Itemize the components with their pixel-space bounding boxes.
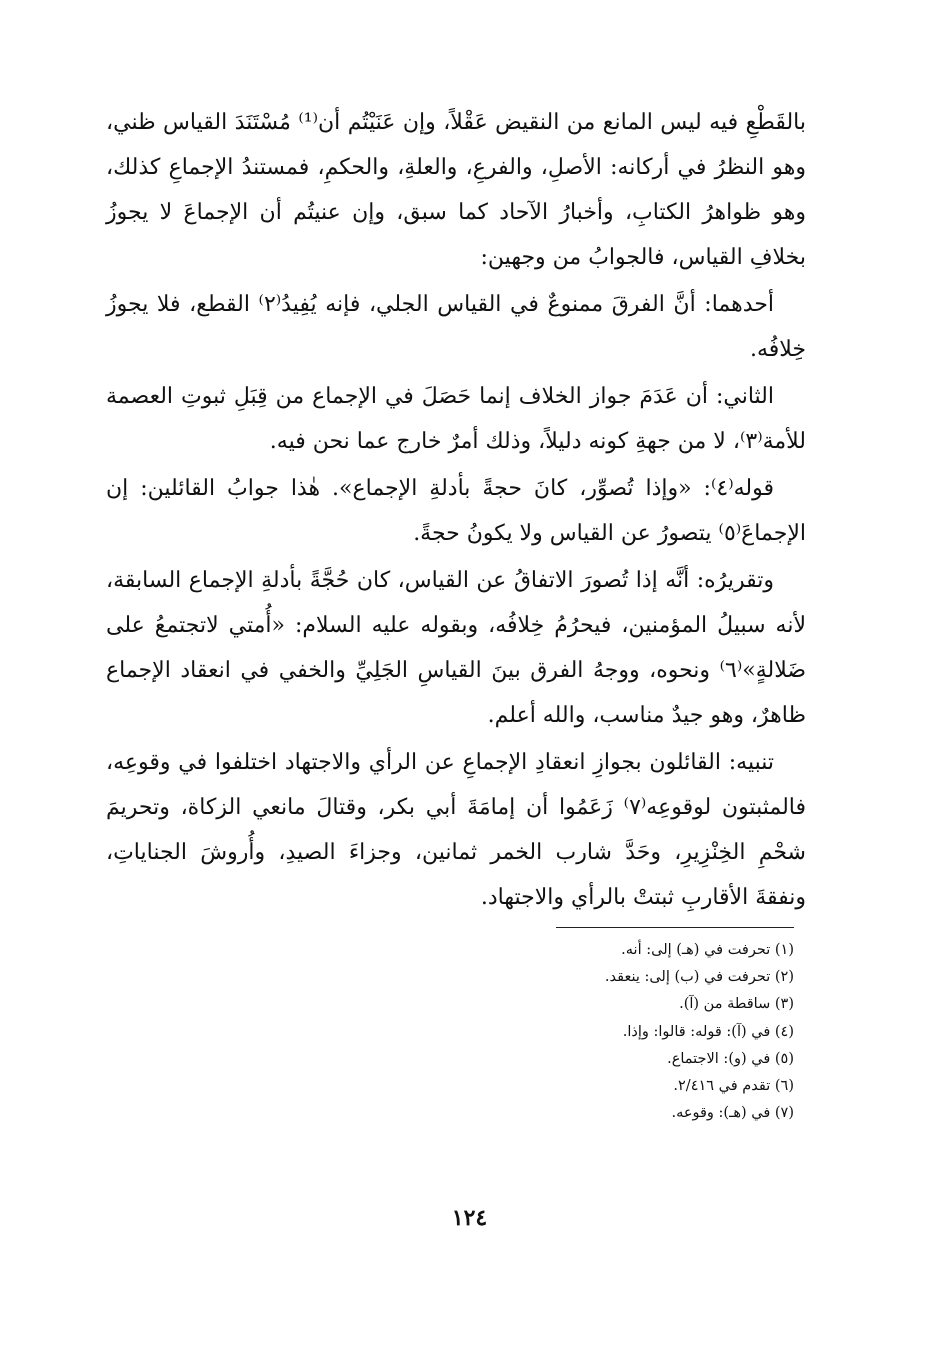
footnote-divider: [556, 927, 794, 928]
footnote-4: (٤) في (آ): قوله: قالوا: وإذا.: [622, 1023, 794, 1040]
page-number: ١٢٤: [451, 1205, 488, 1231]
footnote-6: (٦) تقدم في ٢/٤١٦.: [673, 1078, 794, 1095]
footnote-7: (٧) في (هـ): وقوعه.: [671, 1105, 794, 1122]
footnote-2: (٢) تحرفت في (ب) إلى: ينعقد.: [604, 969, 794, 986]
paragraph-3: الثاني: أن عَدَمَ جواز الخلاف إنما حَصَلَ في الإجماع من قِبَلِ ثبوتِ العصمة للأمة⁽٣⁾، لا من جهةِ كونه دليلاً، وذلك أمرٌ خارج عما نحن فيه.: [106, 384, 806, 454]
paragraph-6: تنبيه: القائلون بجوازِ انعقادِ الإجماعِ عن الرأي والاجتهاد اختلفوا في وقوعِه، فالمثبتون لوقوعِه⁽٧⁾ زَعَمُوا أن إمامَةَ أبي بكر، وقتالَ مانعي الزكاة، وتحريمَ شحْمِ الخِنْزِيرِ، وحَدَّ شارب الخمر ثمانين، وجزاءَ الصيدِ، وأُروشَ الجناياتِ، ونفقةَ الأقاربِ ثبتتْ بالرأي والاجتهاد.: [106, 750, 806, 910]
footnote-1: (١) تحرفت في (هـ) إلى: أنه.: [621, 942, 794, 958]
paragraph-1: بالقَطْعِ فيه ليس المانع من النقيض عَقْلاً، وإن عَنَيْتُم أن⁽¹⁾ مُسْتَنَدَ القياس ظني، وهو النظرُ في أركانه: الأصلِ، والفرعِ، والعلةِ، والحكمِ، فمستندُ الإجماعِ كذلك، وهو ظواهرُ الكتابِ، وأخبارُ الآحاد كما سبق، وإن عنيتُم أن الإجماعَ لا يجوزُ بخلافِ القياس، فالجوابُ من وجهين:: [106, 110, 806, 270]
paragraph-5: وتقريرُه: أنَّه إذا تُصورَ الاتفاقُ عن القياس، كان حُجَّةً بأدلةِ الإجماع السابقة، لأنه سبيلُ المؤمنين، فيحرُمُ خِلافُه، وبقوله عليه السلام: «أُمتي لاتجتمعُ على ضَلالةٍ»⁽٦⁾ ونحوه، ووجهُ الفرق بينَ القياسِ الجَلِيِّ والخفي في انعقاد الإجماع ظاهرٌ، وهو جيدٌ مناسب، والله أعلم.: [106, 568, 806, 728]
footnote-3: (٣) ساقطة من (آ).: [679, 996, 794, 1013]
paragraph-4: قوله⁽٤⁾: «وإذا تُصوِّر، كانَ حجةً بأدلةِ الإجماع». هٰذا جوابُ القائلين: إن الإجماعَ⁽٥⁾ يتصورُ عن القياس ولا يكونُ حجةً.: [106, 476, 806, 546]
main-text: [106, 100, 806, 920]
paragraph-2: أحدهما: أنَّ الفرقَ ممنوعٌ في القياس الجلي، فإنه يُفِيدُ⁽٢⁾ القطع، فلا يجوزُ خِلافُه.: [106, 292, 806, 362]
footnotes: [380, 937, 794, 1127]
footnote-5: (٥) في (و): الاجتماع.: [667, 1050, 794, 1067]
